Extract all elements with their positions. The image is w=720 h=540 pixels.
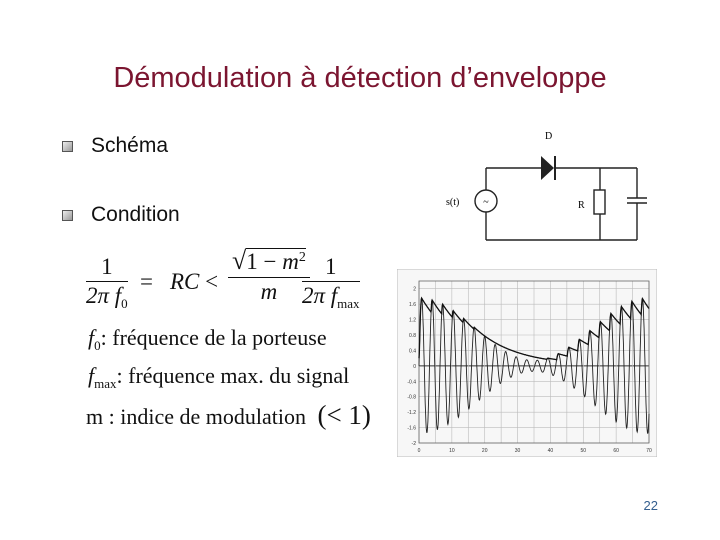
y-tick-label: 1.2 (409, 317, 416, 324)
source-label: s(t) (446, 197, 460, 208)
y-tick-label: -1.6 (407, 425, 416, 432)
x-tick-label: 50 (580, 448, 587, 454)
x-tick-label: 30 (514, 448, 521, 454)
svg-text:~: ~ (483, 197, 489, 208)
resistor-label: R (578, 200, 585, 211)
bullet-schema (62, 134, 168, 158)
definition-fmax: $f_{max}$: fréquence max. du signal (88, 363, 350, 391)
bullet-square-icon (62, 210, 73, 221)
page-number: 22 (643, 498, 658, 513)
fraction-3: 1 2π $f_{max}$ (302, 254, 360, 311)
diode-label: D (545, 131, 553, 142)
y-tick-label: 2 (413, 286, 416, 293)
bullet-label: Condition (91, 203, 180, 226)
definition-m: m : indice de modulation (< 1) (86, 400, 371, 430)
y-tick-label: -2 (411, 441, 416, 447)
fraction-1: 1 2π $f_0$ (86, 254, 128, 311)
x-tick-label: 40 (547, 448, 554, 454)
y-tick-label: 1.6 (409, 302, 416, 309)
x-tick-label: 10 (449, 448, 455, 454)
diode-icon (541, 156, 555, 180)
envelope-chart (397, 269, 657, 457)
x-tick-label: 70 (646, 448, 652, 454)
y-tick-label: -1.2 (407, 410, 416, 417)
bullet-square-icon (62, 141, 73, 152)
x-tick-label: 20 (481, 448, 488, 454)
rc-term: RC < (170, 269, 219, 294)
slide-title: Démodulation à détection d’enveloppe (113, 62, 607, 94)
x-tick-label: 60 (613, 448, 619, 454)
circuit-diagram (444, 124, 654, 249)
equals-sign: = (140, 269, 153, 294)
x-tick-label: 0 (417, 448, 421, 454)
bullet-condition (62, 203, 180, 227)
y-tick-label: 0.8 (409, 333, 416, 339)
definition-f0: $f_0$: fréquence de la porteuse (88, 325, 327, 353)
y-tick-label: -0.8 (407, 394, 416, 401)
y-tick-label: -0.4 (407, 379, 416, 386)
y-tick-label: 0 (413, 363, 416, 370)
condition-equation (82, 246, 392, 320)
bullet-label: Schéma (91, 134, 169, 157)
fraction-2: $√1 - m^2$ m (228, 246, 310, 305)
y-tick-label: 0.4 (409, 348, 416, 355)
